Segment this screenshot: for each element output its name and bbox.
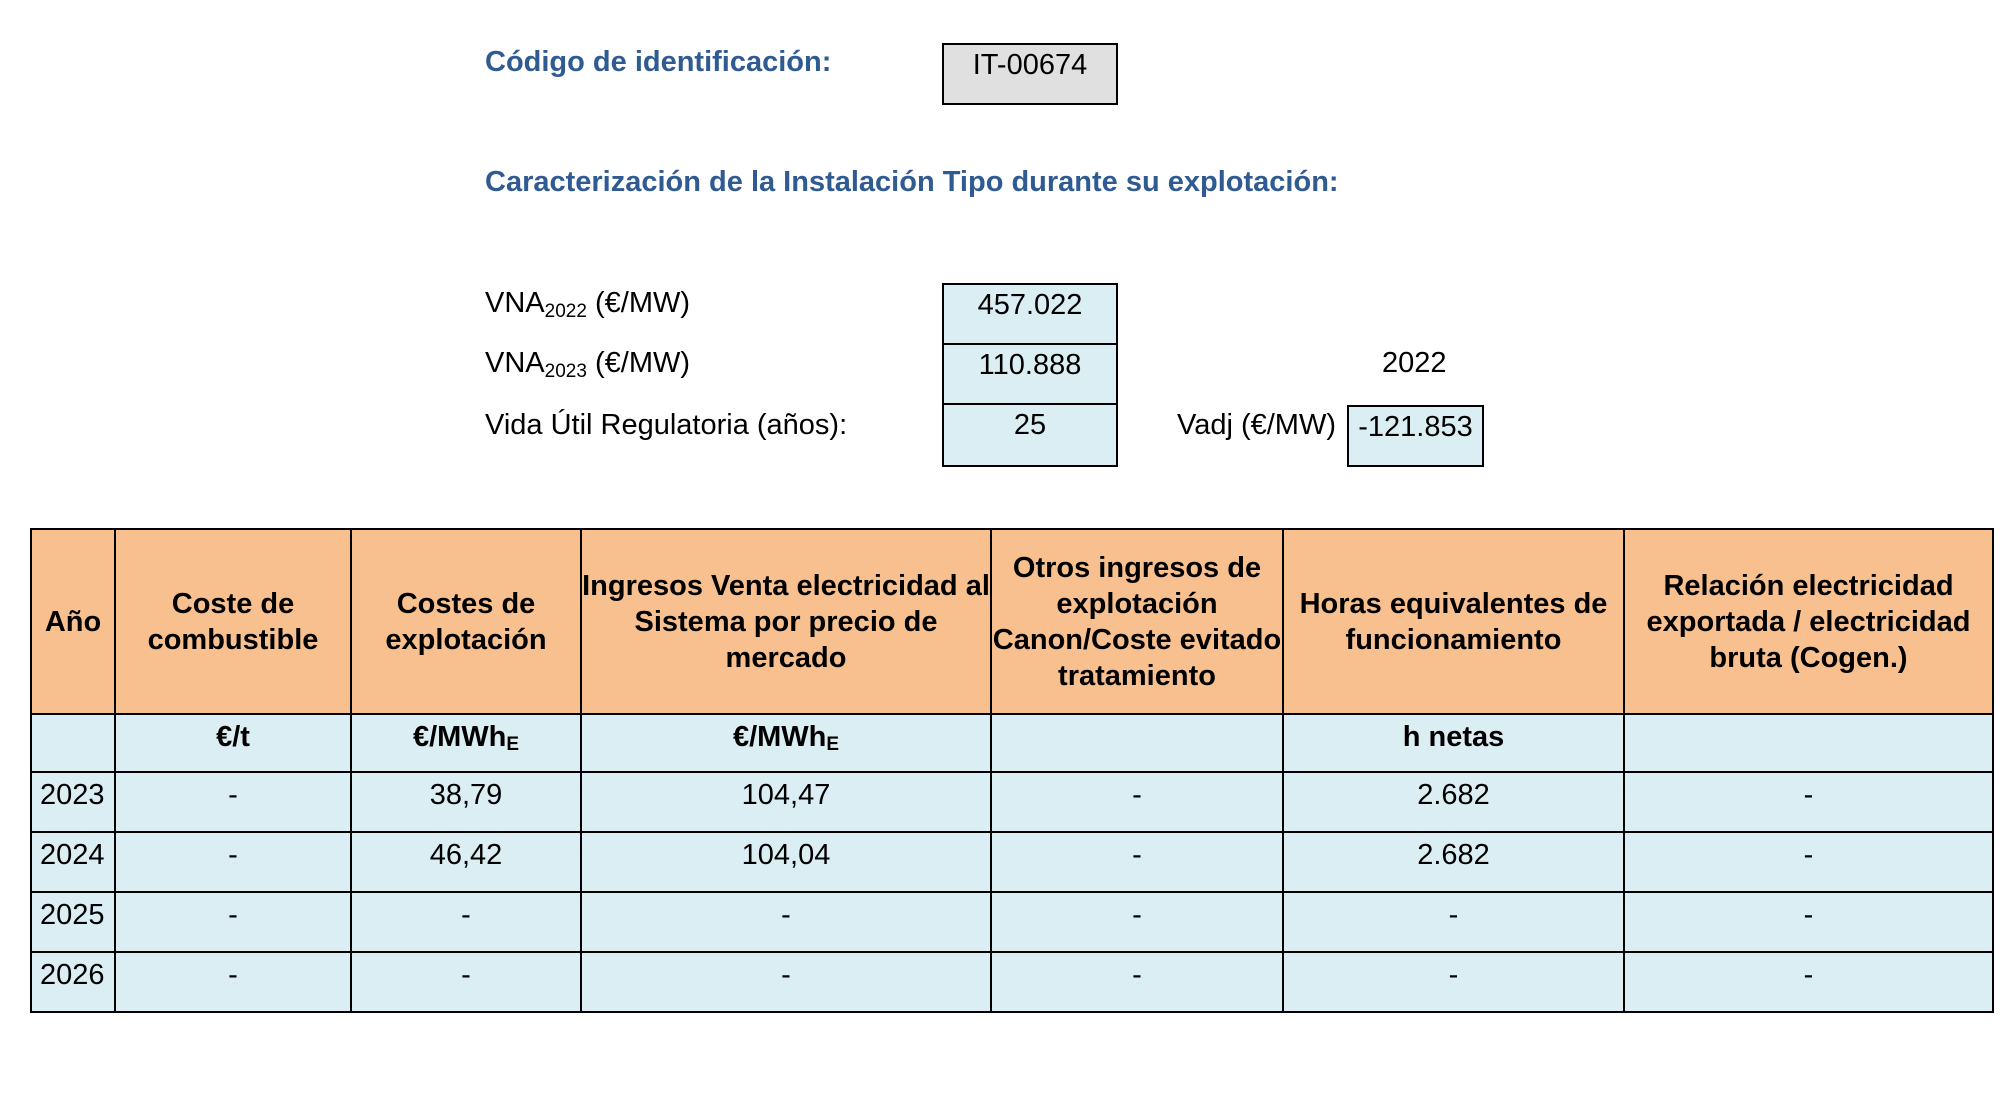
vna2023-label-text: VNA xyxy=(485,347,545,379)
table-cell: - xyxy=(115,952,351,1012)
unit-cell xyxy=(1624,714,1993,772)
vadj-label: Vadj (€/MW) xyxy=(1177,409,1336,441)
header-ingresos-venta: Ingresos Venta electricidad al Sistema por precio de mercado xyxy=(581,529,991,714)
vna2022-value: 457.022 xyxy=(977,289,1083,321)
header-horas-equivalentes: Horas equivalentes de funcionamiento xyxy=(1283,529,1624,714)
table-row xyxy=(31,952,1993,1012)
vida-label: Vida Útil Regulatoria (años): xyxy=(485,409,848,441)
unit-cell xyxy=(31,714,115,772)
table-row xyxy=(31,892,1993,952)
table-cell: - xyxy=(115,832,351,892)
table-cell: - xyxy=(991,892,1283,952)
unit-cell: €/t xyxy=(115,714,351,772)
header-otros-ingresos: Otros ingresos de explotación Canon/Coste evitado tratamiento xyxy=(991,529,1283,714)
table-cell: - xyxy=(1624,832,1993,892)
cost-table xyxy=(30,528,1994,1013)
table-cell: - xyxy=(115,772,351,832)
vadj-value-box xyxy=(1347,405,1484,467)
vna2023-label-sub: 2023 xyxy=(544,361,587,382)
header-ano: Año xyxy=(31,529,115,714)
table-cell: - xyxy=(991,772,1283,832)
header-costes-explotacion: Costes de explotación xyxy=(351,529,581,714)
table-units-row xyxy=(31,714,1993,772)
table-cell: - xyxy=(115,892,351,952)
table-cell: 2.682 xyxy=(1283,832,1624,892)
vna2022-label-sub: 2022 xyxy=(544,301,587,322)
unit-cell: €/MWhE xyxy=(351,714,581,772)
table-cell: - xyxy=(581,952,991,1012)
header-relacion-electricidad: Relación electricidad exportada / electricidad bruta (Cogen.) xyxy=(1624,529,1993,714)
unit-cell xyxy=(991,714,1283,772)
table-row xyxy=(31,832,1993,892)
id-label: Código de identificación: xyxy=(485,46,832,78)
unit-cell: €/MWhE xyxy=(581,714,991,772)
vna2022-value-box xyxy=(942,283,1118,345)
table-row xyxy=(31,772,1993,832)
table-cell: - xyxy=(1624,772,1993,832)
vida-value-box xyxy=(942,403,1118,467)
table-cell: 2.682 xyxy=(1283,772,1624,832)
table-cell: - xyxy=(1283,952,1624,1012)
section-title: Caracterización de la Instalación Tipo durante su explotación: xyxy=(485,166,1339,198)
table-cell: 104,47 xyxy=(581,772,991,832)
vadj-value: -121.853 xyxy=(1358,411,1473,443)
table-cell: - xyxy=(351,892,581,952)
table-cell: - xyxy=(1624,892,1993,952)
table-cell: 104,04 xyxy=(581,832,991,892)
vna2023-label xyxy=(485,347,690,383)
table-cell: - xyxy=(1283,892,1624,952)
header-coste-combustible: Coste de combustible xyxy=(115,529,351,714)
vna2022-label-unit: (€/MW) xyxy=(594,287,691,319)
id-value: IT-00674 xyxy=(972,49,1088,81)
table-header-row xyxy=(31,529,1993,714)
table-cell: - xyxy=(991,832,1283,892)
vna2023-value-box xyxy=(942,343,1118,405)
vna2022-label xyxy=(485,287,690,323)
table-cell: - xyxy=(351,952,581,1012)
table-cell: - xyxy=(991,952,1283,1012)
unit-cell: h netas xyxy=(1283,714,1624,772)
id-value-box xyxy=(942,43,1118,105)
vna2022-label-text: VNA xyxy=(485,287,545,319)
table-cell: - xyxy=(581,892,991,952)
table-cell: 38,79 xyxy=(351,772,581,832)
year-cell: 2023 xyxy=(31,772,115,832)
vna2023-label-unit: (€/MW) xyxy=(594,347,691,379)
table-cell: - xyxy=(1624,952,1993,1012)
year-cell: 2026 xyxy=(31,952,115,1012)
table-cell: 46,42 xyxy=(351,832,581,892)
vna2023-value: 110.888 xyxy=(978,349,1082,381)
vadj-year: 2022 xyxy=(1382,347,1447,379)
year-cell: 2025 xyxy=(31,892,115,952)
vida-value: 25 xyxy=(1013,409,1047,441)
year-cell: 2024 xyxy=(31,832,115,892)
